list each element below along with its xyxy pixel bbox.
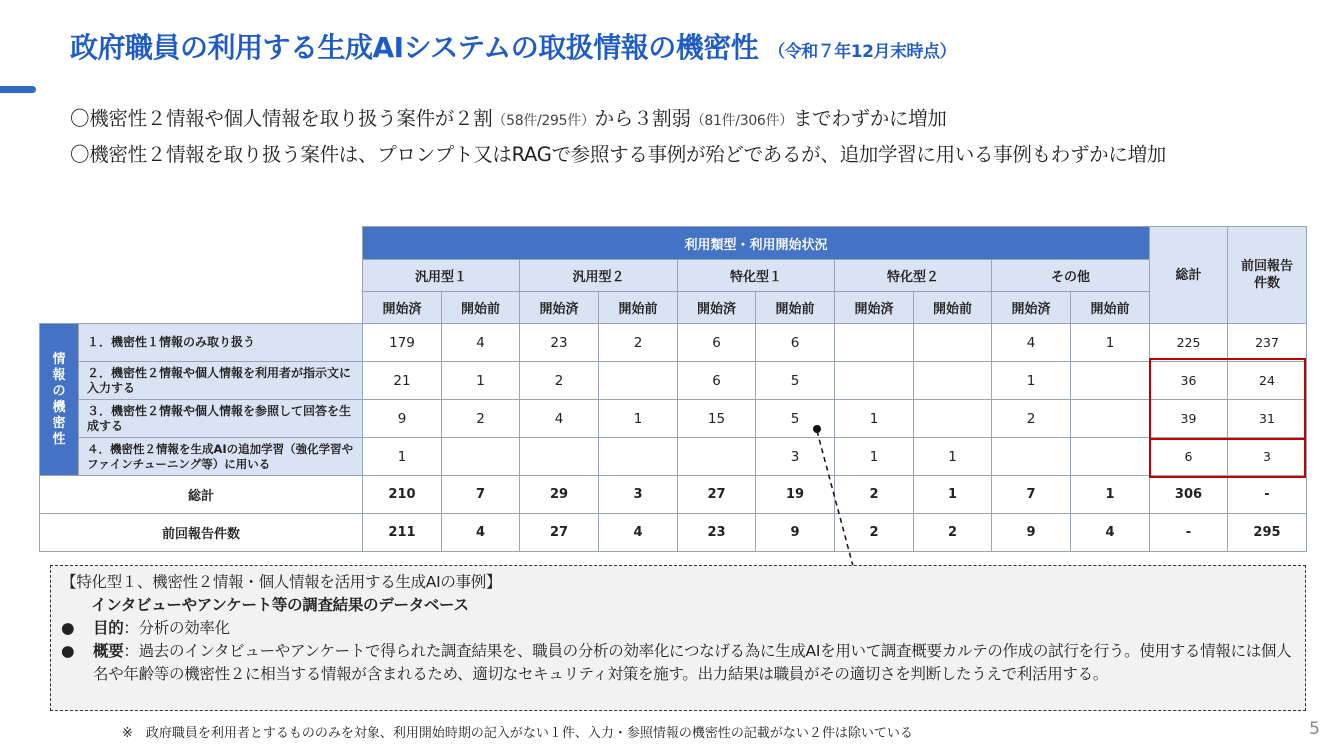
bullet-1-note1: （58件/295件） [492, 113, 595, 129]
title-main: 政府職員の利用する生成AIシステムの取扱情報の機密性 [70, 31, 759, 64]
header-not-started: 開始前 [1071, 292, 1150, 324]
table-cell [520, 438, 599, 476]
table-cell: 1 [914, 438, 992, 476]
table-cell: 1 [1071, 476, 1150, 514]
table-row [40, 362, 1307, 400]
header-group: 特化型２ [835, 260, 992, 292]
bullet-2: 〇機密性２情報を取り扱う案件は、プロンプト又はRAGで参照する事例が殆どであるが、追加学習に用いる事例もわずかに増加 [70, 143, 1166, 166]
header-started: 開始済 [992, 292, 1071, 324]
header-started: 開始済 [835, 292, 914, 324]
header-group: 特化型１ [678, 260, 835, 292]
bullet-dot-icon: ● [61, 619, 75, 637]
table-cell: 6 [678, 362, 756, 400]
row-prev: 31 [1228, 400, 1307, 438]
note-subheading: インタビューやアンケート等の調査結果のデータベース [91, 596, 469, 614]
note-summary-text: ：過去のインタビューやアンケートで得られた調査結果を、職員の分析の効率化につなげる為に生成AIを用いて調査概要カルテの作成の試行を行う。使用する情報には個人名や年齢等の機密性２に相当する情報が含まれるため、適切なセキュリティ対策を施す。出力結果は職員がその適切さを判断したうえで利活用する。 [93, 642, 1292, 683]
table-corner [40, 227, 363, 324]
bullet-1-suffix: までわずかに増加 [792, 107, 947, 130]
row-total: 225 [1150, 324, 1228, 362]
table-cell: 1 [1071, 324, 1150, 362]
table-cell: 1 [363, 438, 442, 476]
table-cell: 179 [363, 324, 442, 362]
table-cell: 6 [678, 324, 756, 362]
table-cell: 1 [442, 362, 520, 400]
row-total: 36 [1150, 362, 1228, 400]
table-row [40, 400, 1307, 438]
table-cell: 2 [520, 362, 599, 400]
header-prev [1228, 227, 1307, 324]
bullet-1 [70, 104, 1310, 136]
table-cell [835, 324, 914, 362]
table-cell: 27 [520, 514, 599, 552]
table-cell [599, 438, 678, 476]
table-cell: 27 [678, 476, 756, 514]
table-cell: 4 [520, 400, 599, 438]
table-cell [599, 362, 678, 400]
table-cell [835, 362, 914, 400]
note-purpose-body [93, 617, 230, 640]
table-cell [992, 438, 1071, 476]
row-label: ３．機密性２情報や個人情報を参照して回答を生成する [79, 400, 363, 438]
table-cell: 19 [756, 476, 835, 514]
table-cell: 1 [992, 362, 1071, 400]
table-cell: 4 [599, 514, 678, 552]
table-cell: 23 [678, 514, 756, 552]
table-cell: 9 [363, 400, 442, 438]
table-cell: 3 [599, 476, 678, 514]
title-date: （令和７年12月末時点） [768, 42, 956, 62]
header-not-started: 開始前 [756, 292, 835, 324]
table-cell: 9 [756, 514, 835, 552]
table-cell: 15 [678, 400, 756, 438]
table-cell: 1 [599, 400, 678, 438]
table-cell: 4 [442, 514, 520, 552]
table-cell: 2 [992, 400, 1071, 438]
row-prev: 24 [1228, 362, 1307, 400]
header-started: 開始済 [678, 292, 756, 324]
side-label-text: 情報の機密性 [52, 351, 66, 447]
table-cell: 4 [992, 324, 1071, 362]
table-cell: 210 [363, 476, 442, 514]
table-cell: 23 [520, 324, 599, 362]
bullet-1-note2: （81件/306件） [690, 113, 793, 129]
table-cell: 2 [835, 476, 914, 514]
note-purpose [61, 617, 1295, 640]
header-not-started: 開始前 [599, 292, 678, 324]
table-cell [914, 400, 992, 438]
table-cell: 1 [914, 476, 992, 514]
note-summary-body [93, 640, 1295, 686]
footnote: ※ 政府職員を利用者とするもののみを対象、利用開始時期の記入がない１件、入力・参照情報の機密性の記載がない２件は除いている [122, 726, 913, 741]
table-cell: 7 [992, 476, 1071, 514]
header-group: 汎用型１ [363, 260, 520, 292]
table-cell: 2 [599, 324, 678, 362]
table-cell: 5 [756, 362, 835, 400]
note-purpose-label: 目的 [93, 619, 124, 637]
table-cell: 21 [363, 362, 442, 400]
prev-row-label: 前回報告件数 [40, 514, 363, 552]
table-cell: 211 [363, 514, 442, 552]
page-number: 5 [1309, 719, 1320, 739]
sum-row [40, 476, 1307, 514]
header-prev-text: 前回報告件数 [1241, 259, 1294, 291]
bullet-1-prefix: 〇機密性２情報や個人情報を取り扱う案件が２割 [70, 107, 493, 130]
header-not-started: 開始前 [442, 292, 520, 324]
table-cell [1071, 362, 1150, 400]
prev-row [40, 514, 1307, 552]
table-cell: 9 [992, 514, 1071, 552]
table-cell [1071, 400, 1150, 438]
table-cell: 2 [914, 514, 992, 552]
page-title [70, 26, 956, 66]
row-prev: 237 [1228, 324, 1307, 362]
table-row [40, 438, 1307, 476]
prev-prev: 295 [1228, 514, 1307, 552]
table-cell [678, 438, 756, 476]
case-note [50, 565, 1306, 711]
table-cell: 5 [756, 400, 835, 438]
row-label: １．機密性１情報のみ取り扱う [79, 324, 363, 362]
prev-total: - [1150, 514, 1228, 552]
table-cell: 29 [520, 476, 599, 514]
table-cell [914, 362, 992, 400]
row-label: ２．機密性２情報や個人情報を利用者が指示文に入力する [79, 362, 363, 400]
table-cell [442, 438, 520, 476]
header-total: 総計 [1150, 227, 1228, 324]
confidentiality-table [39, 226, 1307, 552]
row-total: 6 [1150, 438, 1228, 476]
bullet-1-mid: から３割弱 [594, 107, 691, 130]
note-heading: 【特化型１、機密性２情報・個人情報を活用する生成AIの事例】 [61, 573, 502, 591]
sum-row-label: 総計 [40, 476, 363, 514]
table-cell: 3 [756, 438, 835, 476]
note-summary [61, 640, 1295, 686]
header-started: 開始済 [520, 292, 599, 324]
header-group: 汎用型２ [520, 260, 678, 292]
header-not-started: 開始前 [914, 292, 992, 324]
row-prev: 3 [1228, 438, 1307, 476]
bullet-dot-icon: ● [61, 642, 75, 660]
table-cell: 1 [835, 400, 914, 438]
table-cell: 4 [442, 324, 520, 362]
row-total: 39 [1150, 400, 1228, 438]
side-label [40, 324, 79, 476]
table-cell: 2 [442, 400, 520, 438]
sum-total: 306 [1150, 476, 1228, 514]
table-cell: 1 [835, 438, 914, 476]
row-label: ４．機密性２情報を生成AIの追加学習（強化学習やファインチューニング等）に用いる [79, 438, 363, 476]
summary-bullets [70, 104, 1310, 170]
note-purpose-text: ：分析の効率化 [123, 619, 230, 637]
table-cell: 2 [835, 514, 914, 552]
table-cell: 4 [1071, 514, 1150, 552]
header-group: その他 [992, 260, 1150, 292]
table-row [40, 324, 1307, 362]
accent-bar [0, 86, 36, 93]
table-cell: 7 [442, 476, 520, 514]
header-usage-type: 利用類型・利用開始状況 [363, 227, 1150, 260]
table-cell [914, 324, 992, 362]
sum-prev: - [1228, 476, 1307, 514]
table-cell [1071, 438, 1150, 476]
note-summary-label: 概要 [93, 642, 124, 660]
header-started: 開始済 [363, 292, 442, 324]
table-cell: 6 [756, 324, 835, 362]
